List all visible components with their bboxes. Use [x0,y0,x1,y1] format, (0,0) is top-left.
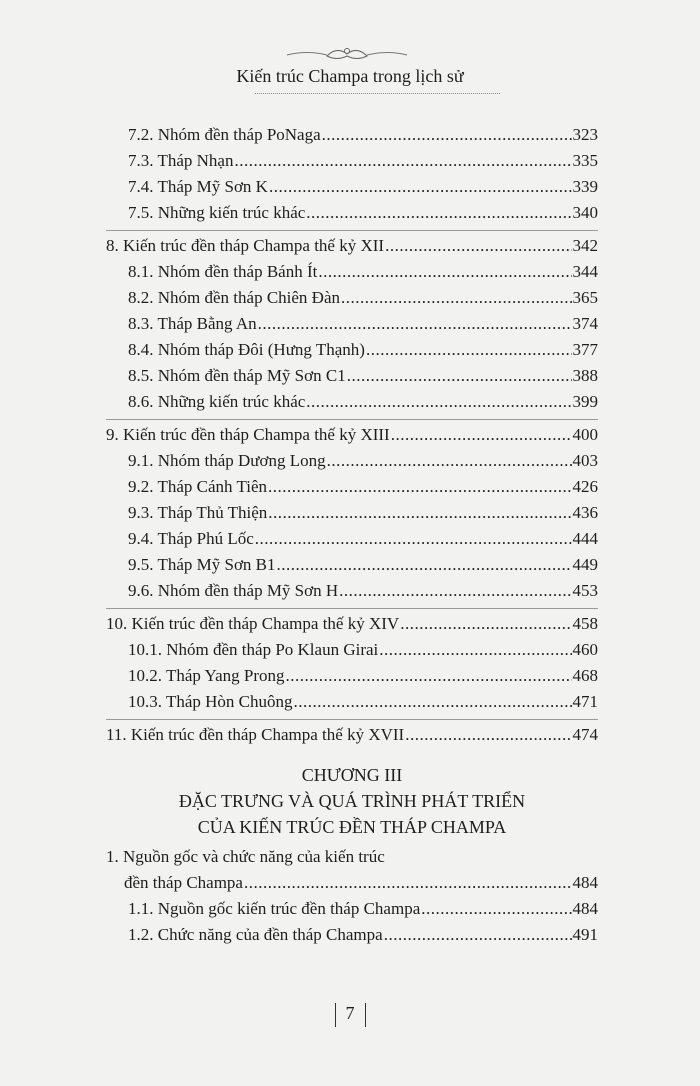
toc-entry [106,148,598,174]
toc-entry-label: 1.2. Chức năng của đền tháp Champa [128,925,383,944]
toc-entry-page: 335 [572,151,598,170]
header-divider [255,93,500,94]
running-title: Kiến trúc Champa trong lịch sử [236,66,464,86]
toc-entry [106,722,598,748]
dot-leader [294,689,572,715]
toc-entry [106,689,598,715]
page-number: 7 [345,1003,355,1024]
dot-leader [339,578,571,604]
dot-leader [277,552,572,578]
toc-entry [106,448,598,474]
toc-entry [106,311,598,337]
dot-leader [366,337,572,363]
toc-group [106,419,598,604]
toc-entry-page: 484 [572,873,598,892]
toc-group [106,844,598,948]
toc-entry [106,233,598,259]
toc-entry [106,922,598,948]
toc-entry-page: 444 [572,529,598,548]
toc-entry-page: 399 [572,392,598,411]
page-footer [0,1003,700,1027]
dot-leader [405,722,571,748]
toc-entry-label: 8. Kiến trúc đền tháp Champa thế kỷ XII [106,236,385,255]
dot-leader [268,500,571,526]
toc-entry-page: 388 [572,366,598,385]
toc-entry-label: 8.5. Nhóm đền tháp Mỹ Sơn C1 [128,366,346,385]
dot-leader [244,870,572,896]
dot-leader [258,311,572,337]
toc-entry [106,896,598,922]
toc-entry-label: 7.3. Tháp Nhạn [128,151,234,170]
toc-entry-page: 471 [572,692,598,711]
toc-entry-label: 9.5. Tháp Mỹ Sơn B1 [128,555,276,574]
ornament-flourish-icon [282,46,412,62]
toc-entry-label: 9.6. Nhóm đền tháp Mỹ Sơn H [128,581,339,600]
chapter-title-line2: CỦA KIẾN TRÚC ĐỀN THÁP CHAMPA [197,817,507,837]
dot-leader [421,896,571,922]
dot-leader [255,526,572,552]
toc-entry [106,363,598,389]
toc-entry-label: 8.2. Nhóm đền tháp Chiên Đàn [128,288,340,307]
toc-entry [106,174,598,200]
toc-entry-page: 323 [572,125,598,144]
toc-group [106,230,598,415]
toc-entry-label: 8.1. Nhóm đền tháp Bánh Ít [128,262,318,281]
toc-entry-label: 8.6. Những kiến trúc khác [128,392,306,411]
toc-entry [106,422,598,448]
toc-entry-page: 491 [572,925,598,944]
toc-entry [106,337,598,363]
toc-entry-page: 484 [572,899,598,918]
toc-entry-label: 8.3. Tháp Bằng An [128,314,257,333]
dot-leader [347,363,572,389]
toc-entry-label: 7.2. Nhóm đền tháp PoNaga [128,125,321,144]
toc-entry [106,552,598,578]
dot-leader [384,922,572,948]
toc-entry [106,526,598,552]
toc-entry-label: 7.4. Tháp Mỹ Sơn K [128,177,268,196]
toc-entry-label: 11. Kiến trúc đền tháp Champa thế kỷ XVII [106,725,405,744]
toc-entry-page: 453 [572,581,598,600]
toc-entry [106,611,598,637]
toc-entry-page: 374 [572,314,598,333]
toc-group [106,608,598,715]
toc-entry-page: 426 [572,477,598,496]
dot-leader [379,637,571,663]
toc-entry-label: 10.1. Nhóm đền tháp Po Klaun Girai [128,640,379,659]
toc-entry-label: 8.4. Nhóm tháp Đôi (Hưng Thạnh) [128,340,365,359]
table-of-contents [106,122,598,948]
dot-leader [341,285,572,311]
toc-entry-label: đền tháp Champa [124,873,243,892]
toc-entry [106,259,598,285]
toc-entry-label: 10. Kiến trúc đền tháp Champa thế kỷ XIV [106,614,400,633]
toc-entry-page: 340 [572,203,598,222]
dot-leader [285,663,571,689]
toc-entry-page: 436 [572,503,598,522]
toc-entry-page: 339 [572,177,598,196]
toc-entry-page: 458 [572,614,598,633]
toc-entry-label: 9.3. Tháp Thủ Thiện [128,503,268,522]
chapter-title-line1: ĐẶC TRƯNG VÀ QUÁ TRÌNH PHÁT TRIỂN [178,791,526,811]
dot-leader [327,448,572,474]
dot-leader [269,174,572,200]
toc-group [106,122,598,226]
toc-entry [106,285,598,311]
dot-leader [322,122,572,148]
toc-entry-page: 400 [572,425,598,444]
toc-entry [106,500,598,526]
toc-entry-label: 9.4. Tháp Phú Lốc [128,529,254,548]
toc-entry-page: 449 [572,555,598,574]
folio-bar-right [365,1003,366,1027]
toc-entry [106,474,598,500]
dot-leader [234,148,571,174]
dot-leader [385,233,571,259]
toc-entry [106,637,598,663]
toc-entry [106,663,598,689]
chapter-heading [106,762,598,840]
toc-entry [106,578,598,604]
toc-entry-page: 474 [572,725,598,744]
toc-entry-label: 10.2. Tháp Yang Prong [128,666,285,685]
toc-entry-label: 1. Nguồn gốc và chức năng của kiến trúc [106,847,385,866]
toc-entry-page: 377 [572,340,598,359]
toc-entry-page: 344 [572,262,598,281]
dot-leader [400,611,571,637]
toc-entry [106,200,598,226]
dot-leader [391,422,572,448]
dot-leader [306,389,571,415]
dot-leader [306,200,571,226]
dot-leader [268,474,571,500]
toc-entry [106,870,598,896]
toc-entry-page: 468 [572,666,598,685]
toc-entry-label: 7.5. Những kiến trúc khác [128,203,306,222]
toc-entry-page: 460 [572,640,598,659]
toc-entry-label: 10.3. Tháp Hòn Chuông [128,692,293,711]
dot-leader [318,259,571,285]
toc-entry-label: 1.1. Nguồn gốc kiến trúc đền tháp Champa [128,899,421,918]
toc-entry-label: 9.2. Tháp Cánh Tiên [128,477,268,496]
chapter-number: CHƯƠNG III [301,765,403,785]
toc-entry-label: 9.1. Nhóm tháp Dương Long [128,451,326,470]
folio-bar-left [335,1003,336,1027]
toc-group [106,719,598,748]
toc-entry-page: 365 [572,288,598,307]
toc-entry-page: 342 [572,236,598,255]
toc-entry [106,389,598,415]
toc-entry-page: 403 [572,451,598,470]
toc-entry-label: 9. Kiến trúc đền tháp Champa thế kỷ XIII [106,425,390,444]
toc-entry [106,122,598,148]
